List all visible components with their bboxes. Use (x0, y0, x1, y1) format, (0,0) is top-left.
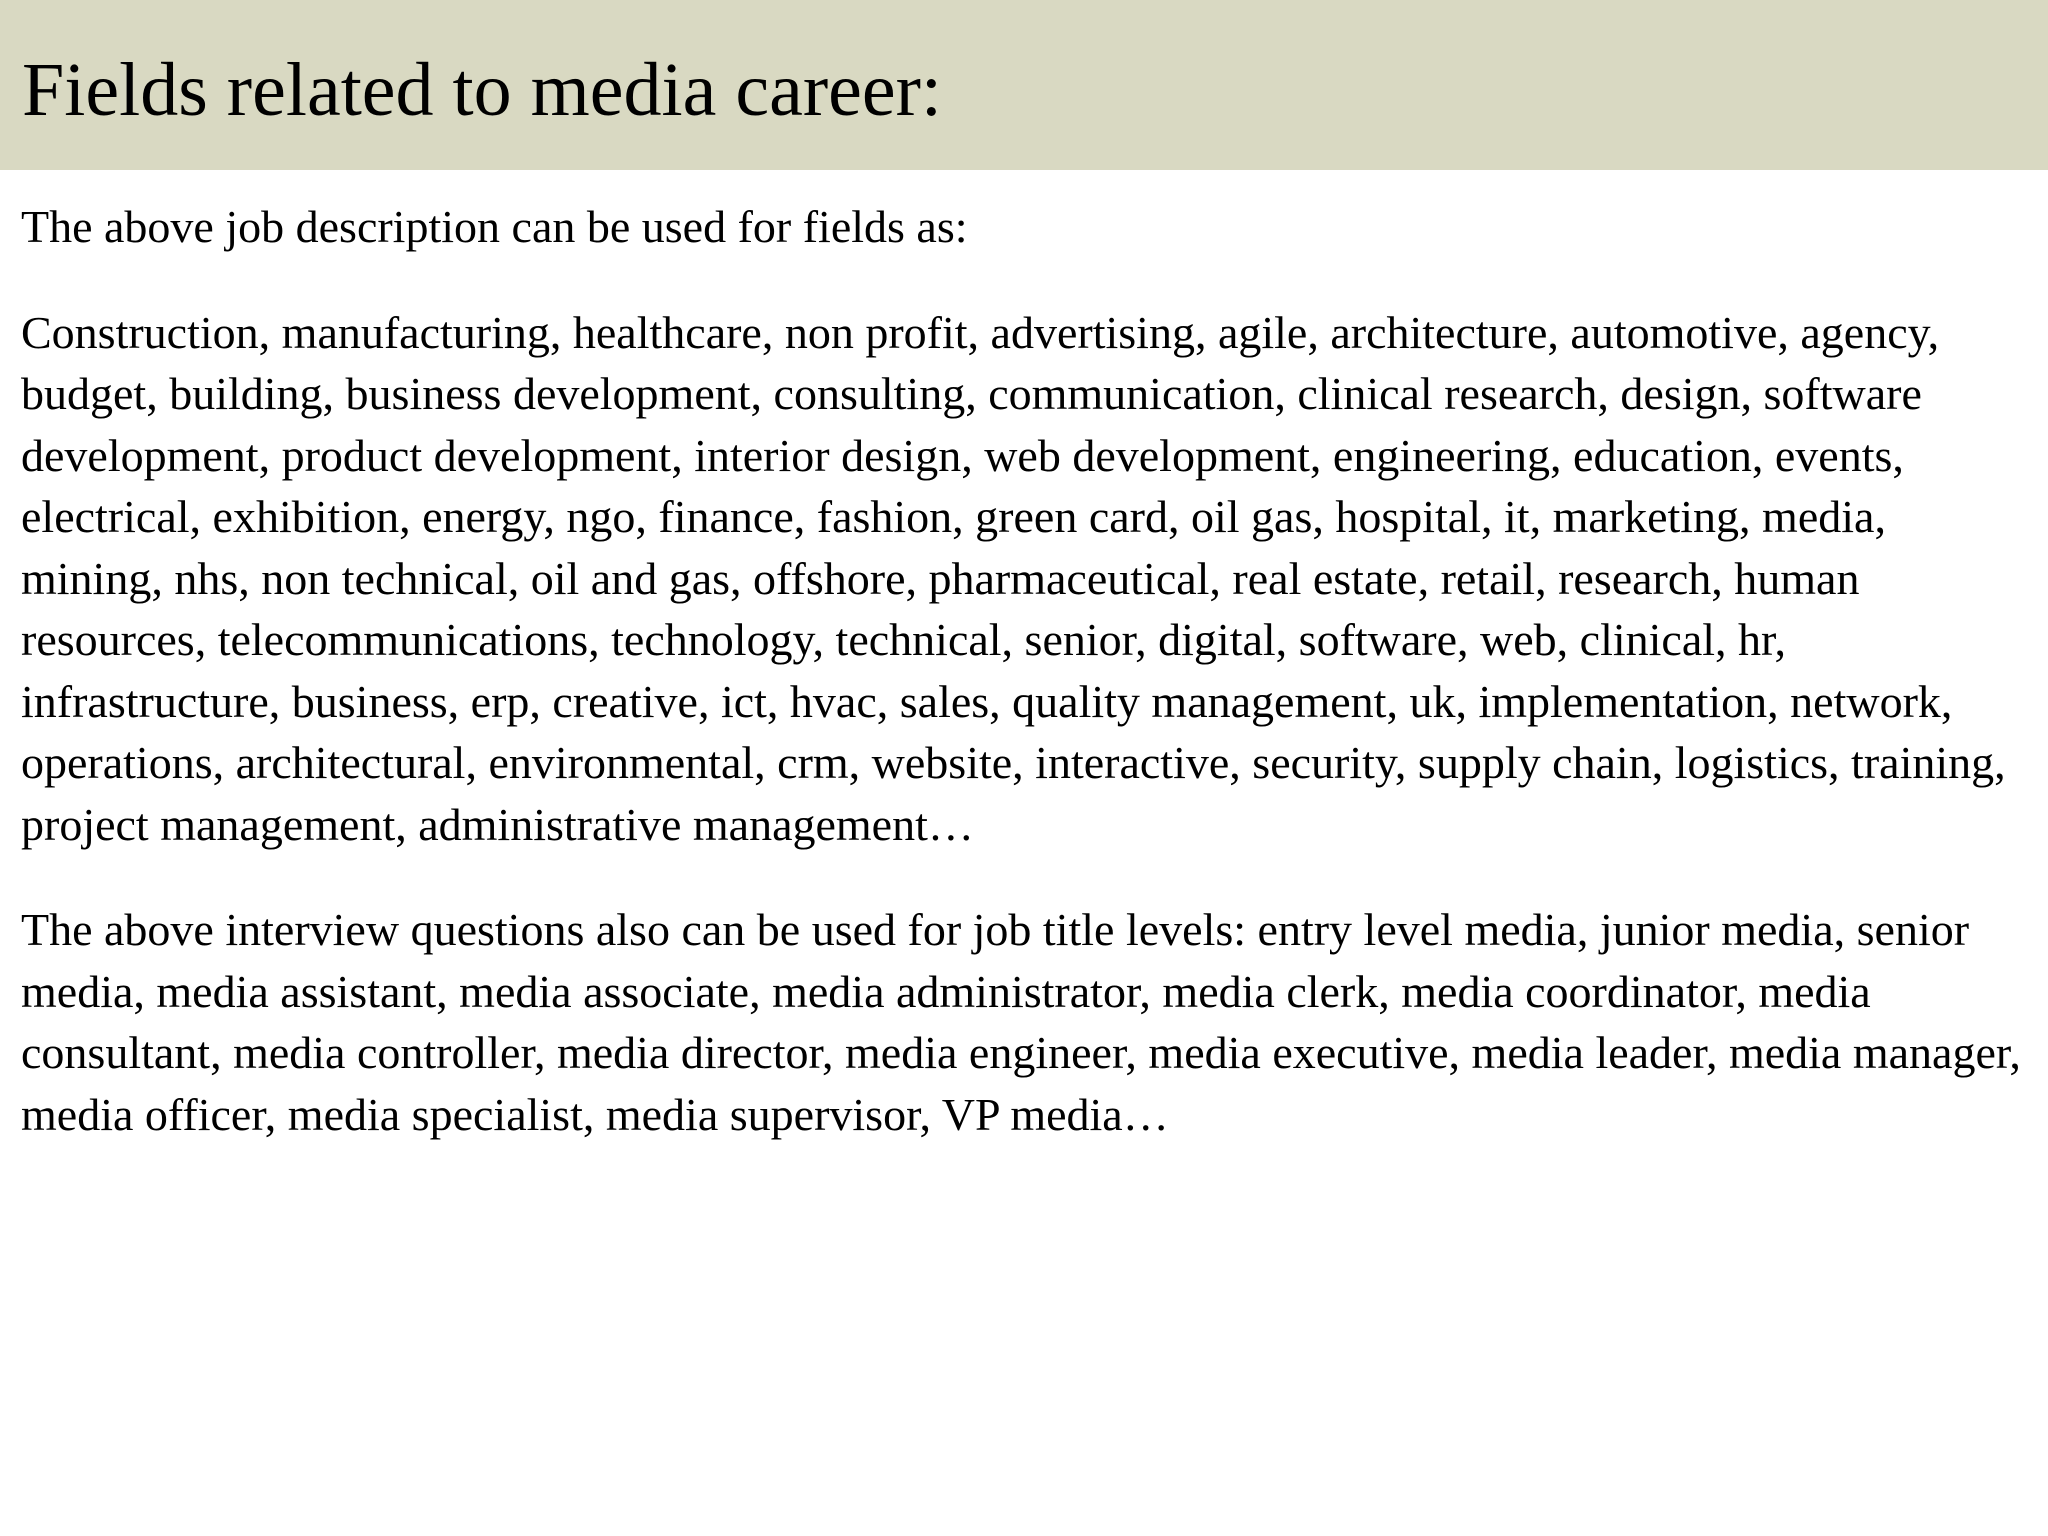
fields-paragraph: Construction, manufacturing, healthcare, non profit, advertising, agile, architecture, automotive, agency, budget, building, business development, consulting, communication, clinical research, design, software development, product development, interior design, web development, engineering, education, events, electrical, exhibition, energy, ngo, finance, fashion, green card, oil gas, hospital, it, marketing, media, mining, nhs, non technical, oil and gas, offshore, pharmaceutical, real estate, retail, research, human resources, telecommunications, technology, technical, senior, digital, software, web, clinical, hr, infrastructure, business, erp, creative, ict, hvac, sales, quality management, uk, implementation, network, operations, architectural, environmental, crm, website, interactive, security, supply chain, logistics, training, project management, administrative management… (21, 306, 2006, 850)
slide-title: Fields related to media career: (22, 48, 943, 132)
job-levels-paragraph: The above interview questions also can be used for job title levels: entry level media, junior media, senior media, media assistant, media associate, media administrator, media clerk, media coordinator, media consultant, media controller, media director, media engineer, media executive, media leader, media manager, media officer, media specialist, media supervisor, VP media… (21, 904, 2021, 1140)
intro-paragraph: The above job description can be used for fields as: (21, 201, 968, 252)
slide-content (21, 196, 2026, 1145)
title-bar (0, 0, 2048, 170)
